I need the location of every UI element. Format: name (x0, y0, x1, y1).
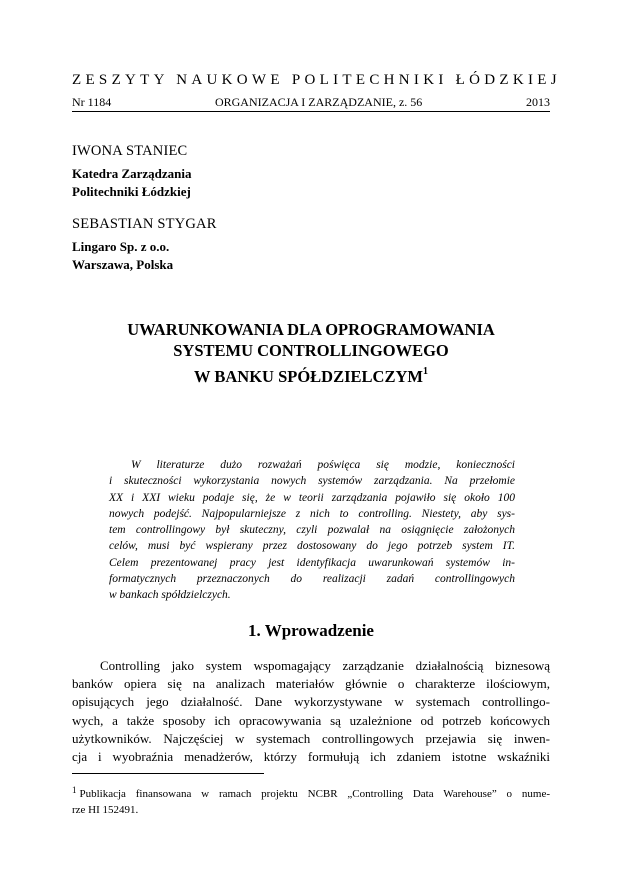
author-affiliation: Katedra Zarządzania (72, 166, 192, 181)
author-name: SEBASTIAN STYGAR (72, 216, 217, 232)
abstract-line: Celem prezentowanej pracy jest identyfikacja uwarunkowań systemów in- (109, 556, 515, 569)
body-line: Controlling jako system wspomagający zarządzanie działalnością biznesową (100, 658, 550, 673)
abstract-line: w bankach spółdzielczych. (109, 589, 231, 602)
abstract-line: formatycznych przeznaczonych do realizacji zadań controllingowych (109, 573, 515, 586)
author-affiliation: Warszawa, Polska (72, 257, 174, 272)
abstract-line: celów, musi być wspierany przez dostosowany do jego potrzeb system IT. (109, 540, 515, 553)
abstract-line: XX i XXI wieku podaje się, że w teorii zarządzania pojawiło się około 100 (109, 491, 515, 504)
body-line: cja i wyobraźnia menadżerów, którzy formułują ich zdaniem istotne wskaźniki (72, 749, 550, 765)
author-affiliation: Politechniki Łódzkiej (72, 184, 191, 199)
author-affiliation: Lingaro Sp. z o.o. (72, 239, 170, 254)
footnote-number: 1 (72, 785, 77, 795)
title-line: UWARUNKOWANIA DLA OPROGRAMOWANIA (127, 320, 495, 339)
issue-year: 2013 (526, 95, 550, 109)
header-rule (72, 111, 550, 112)
abstract-line: nowych podejść. Najpopularniejsze z nich to controlling. Niestety, aby sys- (109, 507, 515, 520)
abstract (109, 457, 515, 604)
body-paragraph (72, 657, 550, 766)
journal-title: ZESZYTY NAUKOWE POLITECHNIKI ŁÓDZKIEJ (72, 72, 561, 88)
issue-info (72, 95, 550, 110)
paper-title (72, 319, 550, 387)
issue-series: ORGANIZACJA I ZARZĄDZANIE, z. 56 (214, 95, 423, 109)
body-line: użytkowników. Najczęściej w systemach controllingowych przejawia się inwen- (72, 730, 550, 746)
title-line (72, 361, 550, 387)
abstract-line: i skuteczności wykorzystania nowych systemów zarządzania. Na przełomie (109, 475, 515, 488)
body-line: opisujących jego działalność. Dane wykorzystywane w systemach controllingo- (72, 694, 550, 710)
abstract-line: tem controllingowy był skuteczny, czyli pozwalał na osiągnięcie założonych (109, 524, 515, 537)
footnote-line: rze HI 152491. (72, 804, 139, 816)
author-name: IWONA STANIEC (72, 143, 188, 159)
footnote-line (72, 782, 550, 802)
footnote-mark: 1 (422, 366, 428, 377)
footnote (72, 782, 550, 818)
section-heading: 1. Wprowadzenie (248, 621, 374, 640)
body-line: wych, a także sposoby ich opracowywania są uzależnione od potrzeb końcowych (72, 712, 550, 728)
footnote-text: Publikacja finansowana w ramach projektu NCBR „Controlling Data Warehouse” o nume- (79, 788, 550, 800)
title-line: SYSTEMU CONTROLLINGOWEGO (173, 341, 449, 360)
issue-number: Nr 1184 (72, 95, 112, 109)
abstract-line: W literaturze dużo rozważań poświęca się modzie, konieczności (131, 459, 515, 471)
title-line-text: W BANKU SPÓŁDZIELCZYM (194, 367, 423, 386)
footnote-rule (72, 773, 264, 774)
body-line: banków opiera się na analizach materiałów głównie o charakterze ilościowym, (72, 676, 550, 692)
